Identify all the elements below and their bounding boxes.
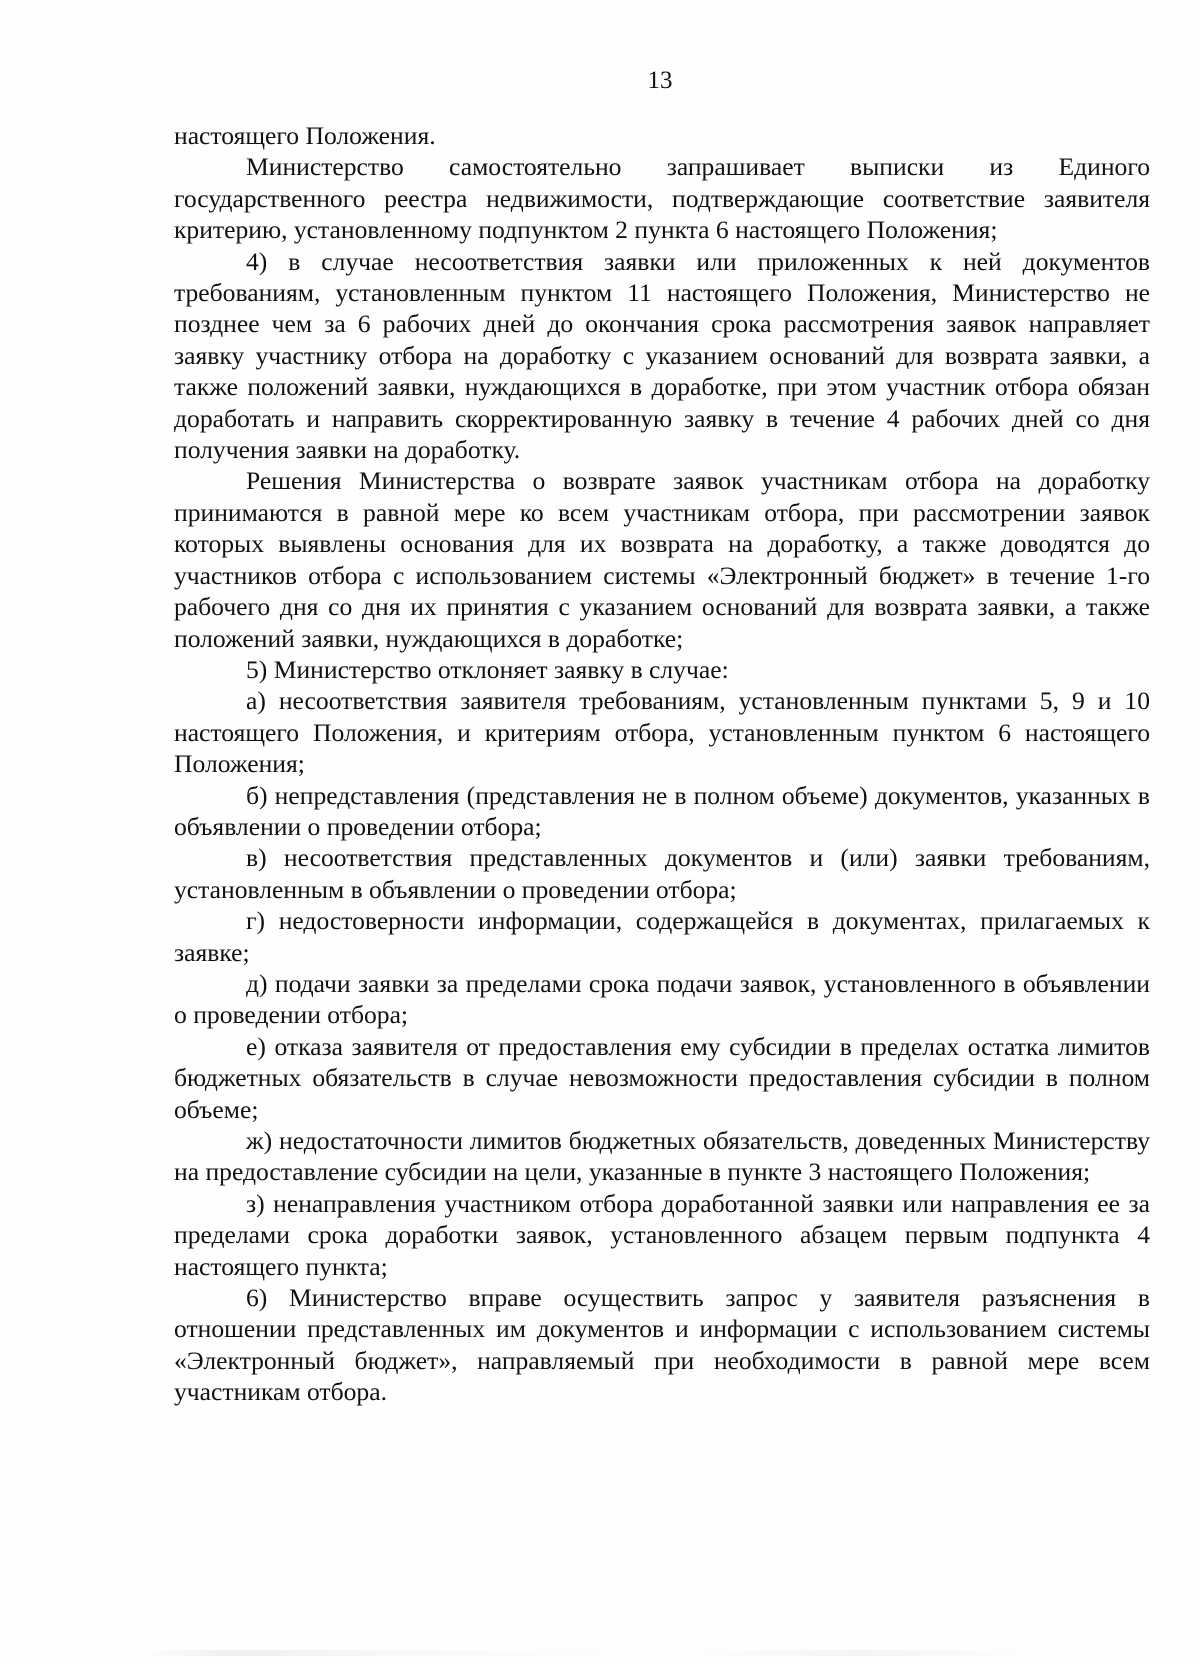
paragraph-continuation: настоящего Положения. <box>174 121 436 150</box>
paragraph-item-5d: д) подачи заявки за пределами срока подачи заявок, установленного в объявлении о проведении отбора; <box>174 968 1150 1030</box>
paragraph-registry-extracts: Министерство самостоятельно запрашивает выписки из Единого государственного реестра недвижимости, подтверждающие соответствие заявителя критерию, установленному подпунктом 2 пункта 6 настоящего Положения; <box>174 152 1150 245</box>
page-number: 13 <box>647 67 673 94</box>
paragraph-item-6: 6) Министерство вправе осуществить запрос у заявителя разъяснения в отношении представленных им документов и информации с использованием системы «Электронный бюджет», направляемый при необходимости в равной мере всем участникам отбора. <box>174 1283 1150 1407</box>
paragraph-item-5v: в) несоответствия представленных документов и (или) заявки требованиям, установленным в объявлении о проведении отбора; <box>174 843 1150 904</box>
document-body <box>174 120 1150 1408</box>
paragraph-item-5zh: ж) недостаточности лимитов бюджетных обязательств, доведенных Министерству на предоставление субсидии на цели, указанные в пункте 3 настоящего Положения; <box>174 1126 1150 1187</box>
paragraph-item-5: 5) Министерство отклоняет заявку в случае: <box>246 654 729 684</box>
paragraph-item-5b: б) непредставления (представления не в полном объеме) документов, указанных в объявлении о проведении отбора; <box>174 780 1150 841</box>
paragraph-item-5g: г) недостоверности информации, содержащейся в документах, прилагаемых к заявке; <box>174 906 1150 967</box>
paragraph-item-4: 4) в случае несоответствия заявки или приложенных к ней документов требованиям, установленным пунктом 11 настоящего Положения, Министерство не позднее чем за 6 рабочих дней до окончания срока рассмотрения заявок направляет заявку участнику отбора на доработку с указанием оснований для возврата заявки, а также положений заявки, нуждающихся в доработке, при этом участник отбора обязан доработать и направить скорректированную заявку в течение 4 рабочих дней со дня получения заявки на доработку. <box>174 246 1150 465</box>
paragraph-item-5e: е) отказа заявителя от предоставления ему субсидии в пределах остатка лимитов бюджетных обязательств в случае невозможности предоставления субсидии в полном объеме; <box>174 1031 1150 1124</box>
scan-noise-strip <box>140 1650 1040 1656</box>
paragraph-return-decisions: Решения Министерства о возврате заявок участникам отбора на доработку принимаются в равной мере ко всем участникам отбора, при рассмотрении заявок которых выявлены основания для их возврата на доработку, а также доводятся до участников отбора с использованием системы «Электронный бюджет» в течение 1-го рабочего дня со дня их принятия с указанием оснований для возврата заявки, а также положений заявки, нуждающихся в доработке; <box>174 466 1150 653</box>
paragraph-item-5a: а) несоответствия заявителя требованиям, установленным пунктами 5, 9 и 10 настоящего Положения, и критериям отбора, установленным пунктом 6 настоящего Положения; <box>174 686 1150 779</box>
paragraph-item-5z: з) ненаправления участником отбора доработанной заявки или направления ее за пределами срока доработки заявок, установленного абзацем первым подпункта 4 настоящего пункта; <box>174 1188 1150 1281</box>
